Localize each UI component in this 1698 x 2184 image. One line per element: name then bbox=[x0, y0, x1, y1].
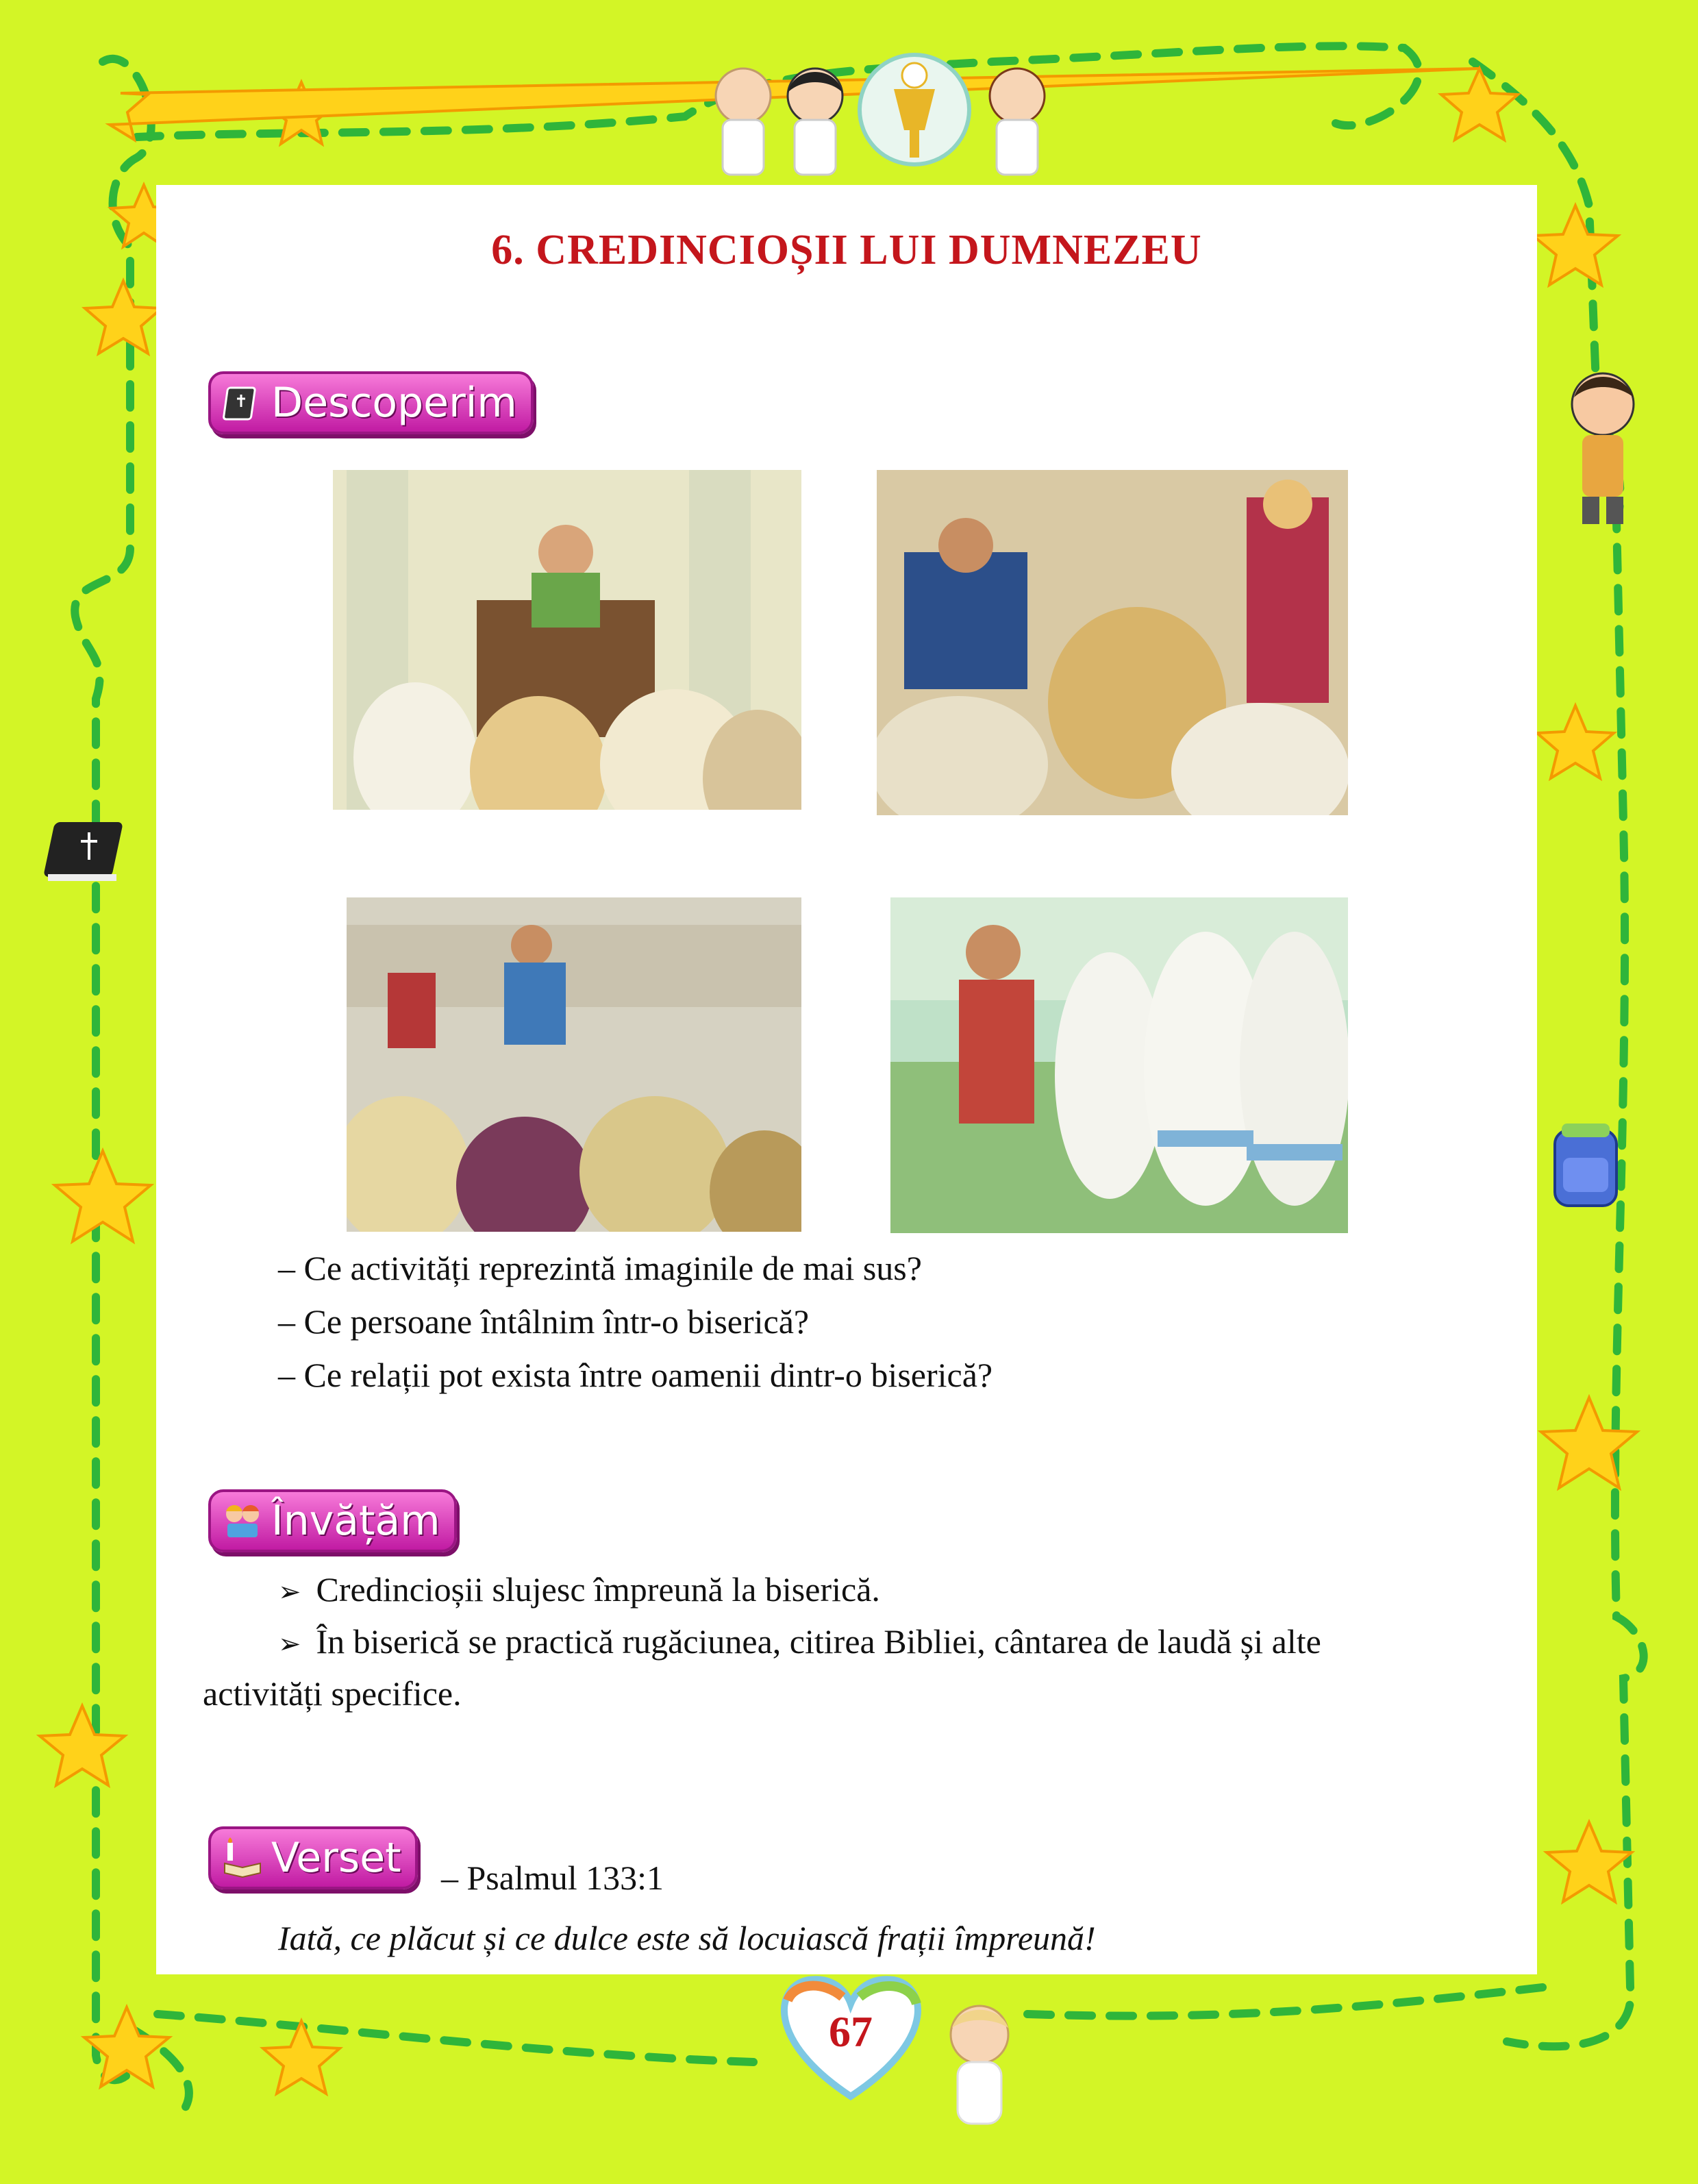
question-3: – Ce relații pot exista între oamenii dintr-o biserică? bbox=[278, 1356, 993, 1394]
arrow-bullet-icon: ➢ bbox=[278, 1576, 301, 1608]
learn-point-2-continued: activități specifice. bbox=[203, 1674, 462, 1713]
verse-reference: – Psalmul 133:1 bbox=[441, 1859, 664, 1897]
angels-and-chalice bbox=[716, 55, 1045, 175]
book-icon bbox=[221, 381, 264, 425]
learn-point-text: În biserică se practică rugăciunea, citirea Bibliei, cântarea de laudă și alte bbox=[316, 1622, 1321, 1661]
angel-bottom bbox=[951, 2006, 1008, 2124]
learn-point-text: Credincioșii slujesc împreună la biserică. bbox=[316, 1570, 880, 1609]
learn-point-2 bbox=[278, 1615, 1321, 1670]
verse-text: Iată, ce plăcut și ce dulce este să locuiască frații împreună! bbox=[278, 1919, 1096, 1957]
content-page bbox=[156, 185, 1537, 1974]
arrow-bullet-icon: ➢ bbox=[278, 1628, 301, 1660]
page-number: 67 bbox=[829, 2007, 873, 2056]
section-badge-learn bbox=[208, 1489, 457, 1552]
question-1: – Ce activități reprezintă imaginile de mai sus? bbox=[278, 1249, 922, 1287]
children-reading-icon bbox=[221, 1499, 264, 1543]
lesson-title: 6. CREDINCIOȘII LUI DUMNEZEU bbox=[491, 227, 1202, 273]
image-people-praising bbox=[877, 470, 1348, 815]
section-label: Verset bbox=[271, 1834, 401, 1882]
section-badge-discover bbox=[208, 371, 534, 434]
section-label: Învățăm bbox=[271, 1497, 440, 1545]
section-label: Descoperim bbox=[271, 379, 517, 427]
open-book-candle-icon bbox=[221, 1836, 264, 1880]
image-preaching-to-crowd bbox=[347, 897, 801, 1232]
boy-figure bbox=[1572, 373, 1634, 524]
image-preacher-in-synagogue bbox=[333, 470, 801, 810]
image-baptism-in-river bbox=[890, 897, 1348, 1233]
bible-icon bbox=[43, 822, 123, 881]
question-2: – Ce persoane întâlnim într-o biserică? bbox=[278, 1302, 810, 1341]
backpack-icon bbox=[1555, 1124, 1616, 1206]
section-badge-verse bbox=[208, 1826, 418, 1889]
learn-point-1 bbox=[278, 1563, 880, 1618]
